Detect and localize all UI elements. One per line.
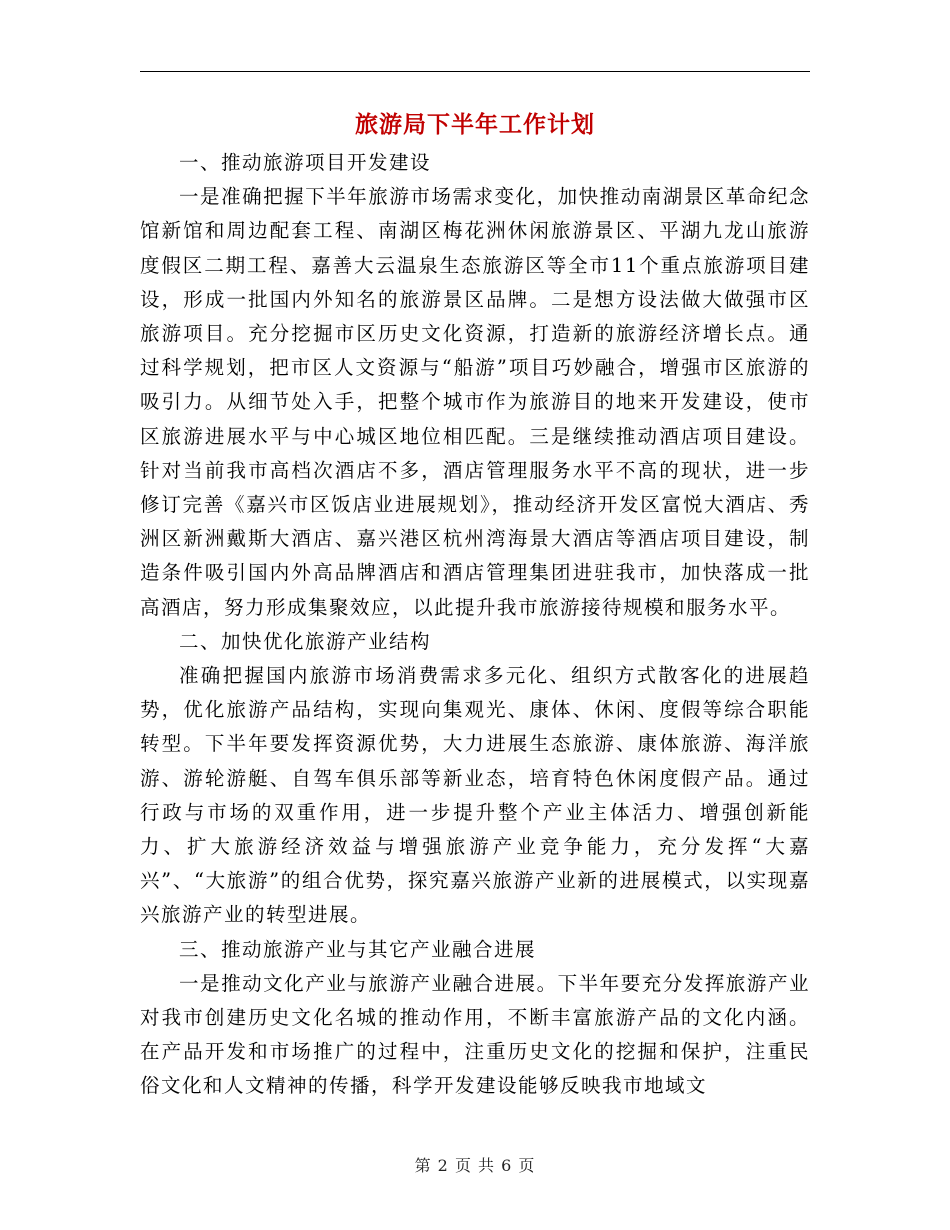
page-footer	[0, 1153, 950, 1176]
body-paragraph: 准确把握国内旅游市场消费需求多元化、组织方式散客化的进展趋势，优化旅游产品结构，实现向集观光、康体、休闲、度假等综合职能转型。下半年要发挥资源优势，大力进展生态旅游、康体旅游、海洋旅游、游轮游艇、自驾车俱乐部等新业态，培育特色休闲度假产品。通过行政与市场的双重作用，进一步提升整个产业主体活力、增强创新能力、扩大旅游经济效益与增强旅游产业竞争能力，充分发挥“大嘉兴”、“大旅游”的组合优势，探究嘉兴旅游产业新的进展模式，以实现嘉兴旅游产业的转型进展。	[140, 664, 810, 927]
section-heading: 三、推动旅游产业与其它产业融合进展	[179, 937, 537, 961]
section-heading: 二、加快优化旅游产业结构	[179, 629, 432, 653]
page-number-label: 第 2 页 共 6 页	[414, 1156, 536, 1175]
body-paragraph: 一是准确把握下半年旅游市场需求变化，加快推动南湖景区革命纪念馆新馆和周边配套工程、南湖区梅花洲休闲旅游景区、平湖九龙山旅游度假区二期工程、嘉善大云温泉生态旅游区等全市11个重点旅游项目建设，形成一批国内外知名的旅游景区品牌。二是想方设法做大做强市区旅游项目。充分挖掘市区历史文化资源，打造新的旅游经济增长点。通过科学规划，把市区人文资源与“船游”项目巧妙融合，增强市区旅游的吸引力。从细节处入手，把整个城市作为旅游目的地来开发建设，使市区旅游进展水平与中心城区地位相匹配。三是继续推动酒店项目建设。针对当前我市高档次酒店不多，酒店管理服务水平不高的现状，进一步修订完善《嘉兴市区饭店业进展规划》，推动经济开发区富悦大酒店、秀洲区新洲戴斯大酒店、嘉兴港区杭州湾海景大酒店等酒店项目建设，制造条件吸引国内外高品牌酒店和酒店管理集团进驻我市，加快落成一批高酒店，努力形成集聚效应，以此提升我市旅游接待规模和服务水平。	[140, 185, 810, 619]
section-heading: 一、推动旅游项目开发建设	[179, 151, 432, 174]
header-rule	[140, 71, 810, 72]
document-title: 旅游局下半年工作计划	[355, 111, 595, 138]
document-body	[140, 146, 810, 1104]
body-paragraph: 一是推动文化产业与旅游产业融合进展。下半年要充分发挥旅游产业对我市创建历史文化名城的推动作用，不断丰富旅游产品的文化内涵。在产品开发和市场推广的过程中，注重历史文化的挖掘和保护，注重民俗文化和人文精神的传播，科学开发建设能够反映我市地域文	[140, 971, 810, 1098]
